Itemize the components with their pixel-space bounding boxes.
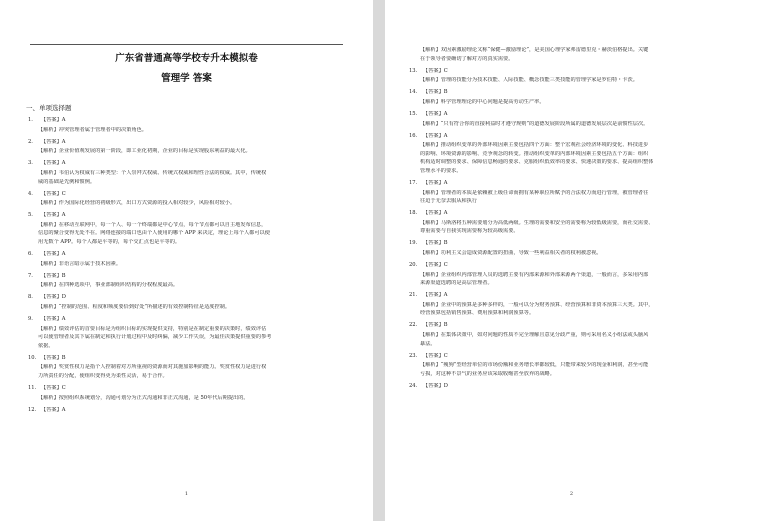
answer-line: 【答案】D	[41, 294, 66, 301]
page-1	[0, 0, 373, 521]
answer-line: 【答案】C	[41, 385, 66, 391]
answer-line: 【答案】A	[41, 117, 66, 123]
answer-line: 【答案】A	[423, 111, 448, 117]
question-number: 18.	[409, 210, 418, 217]
explanation-line: 【解析】韦伯认为权威有三种类型：个人崇拜式权威、传统式权威和理性合法的权威。其中，传统权	[38, 170, 267, 176]
answer-line: 【答案】B	[423, 322, 448, 329]
answer-line: 【答案】A	[41, 406, 66, 413]
question-number: 17.	[409, 179, 418, 186]
explanation-line: 【解析】“只有符合你的直接利益时才遵守规则”的道德发展阶段所属的道德发展层次是前惯性层次。	[420, 120, 649, 127]
question-number: 21.	[409, 292, 418, 299]
answer-line: 【答案】C	[41, 190, 66, 197]
answer-line: 【答案】A	[423, 210, 448, 217]
explanation-line: 【解析】“瘦狗”型经营单位的市场份额和业务增长率都较低，只能带来较少的现金和利润，甚至可能	[420, 362, 649, 369]
explanation-line: 【解析】在移动互联网中，每一个人、每一个终端都是中心节点，每个节点都可以自主地发布信息，	[38, 221, 267, 228]
explanation-line: 【解析】非语言暗示属于技术因素。	[38, 260, 122, 267]
page-2	[385, 0, 758, 521]
explanation-line: 【解析】作为国际化经营的初级形式，出口方式资源的投入相对较少，风险相对较小。	[38, 200, 236, 207]
answer-line: 【答案】C	[423, 352, 448, 359]
explanation-line: 【解析】在集体决策中，如对问题的性质不完全理解且意见分歧严重，则可采用名义小组法或头脑风	[420, 332, 649, 338]
explanation-line: 管理水平的要求。	[420, 167, 462, 174]
document-title: 广东省普通高等学校专升本模拟卷	[115, 53, 258, 64]
question-number: 15.	[409, 111, 418, 117]
page-number: 2	[569, 491, 574, 497]
question-number: 5.	[28, 212, 33, 219]
question-number: 9.	[28, 316, 33, 323]
question-number: 3.	[28, 160, 33, 167]
explanation-line: 【解析】推动组织变革的外部环境因素主要包括四个方面：整个宏观社会经济环境的变化、科技进步	[420, 142, 649, 149]
header-rule	[30, 44, 343, 45]
answer-line: 【答案】A	[423, 292, 448, 299]
section-heading: 一、单项选择题	[26, 104, 72, 112]
explanation-line: 【解析】在四种选项中，事业部制组织结构的分权程度最高。	[38, 282, 179, 289]
explanation-line: 用无数个 APP。每个人都是平等的，每个交汇点也是平等的。	[38, 238, 181, 245]
explanation-line: 威的基础是先例和惯例。	[38, 178, 96, 185]
answer-line: 【答案】D	[423, 382, 448, 389]
question-number: 19.	[409, 240, 418, 247]
answer-line: 【答案】B	[423, 89, 448, 96]
explanation-line: 【解析】按照组织系统划分，沟通可划分为正式沟通和非正式沟通，是 50年代后期提出的。	[38, 394, 249, 401]
answer-line: 【答案】A	[41, 138, 66, 145]
question-number: 1.	[28, 117, 33, 123]
explanation-line: 在于领导者要确切了解对方的真实需要。	[420, 55, 514, 62]
answer-line: 【答案】B	[423, 240, 448, 247]
explanation-line: 【解析】管理的技能分为技术技能、人际技能、概念技能三类技能的管理学家是罗伯特・卡茨。	[420, 77, 638, 84]
explanation-line: 依据。	[38, 342, 54, 349]
question-number: 13.	[409, 67, 418, 74]
answer-line: 【答案】B	[41, 354, 66, 361]
explanation-line: 【解析】绩效评估的首要目标是为组织目标的实现提供支持，特别是在制定重要的决策时，绩效评估	[38, 325, 267, 332]
explanation-line: 信息的聚合变得无处不在。网络连接的端口也由个人使用的哪个 APP 来决定，理论上每个人都可以使	[38, 230, 270, 237]
explanation-line: 尊重需要与自我实现需要称为较高级需要。	[420, 228, 519, 235]
answer-line: 【答案】A	[423, 132, 448, 139]
explanation-line: 暴法。	[420, 340, 436, 347]
answer-line: 【答案】A	[41, 160, 66, 167]
explanation-line: 往迫于无奈去服从和执行	[420, 198, 478, 204]
answer-line: 【答案】C	[423, 262, 448, 268]
explanation-line: 【解析】管理者的本质是依赖被上级任命而拥有某种职位所赋予的合法权力而进行管理，被管理者往	[420, 189, 649, 196]
question-number: 24.	[409, 382, 418, 389]
question-number: 2.	[28, 138, 33, 145]
explanation-line: 可以使管理者及其下属在制定和执行计划过程中及时纠偏，减少工作失误，为最佳决策提供重要的参考	[38, 334, 272, 341]
explanation-line: 经营预算包括销售预算、费用预算和利润预算等。	[420, 310, 535, 317]
question-number: 22.	[409, 322, 418, 329]
question-number: 6.	[28, 251, 33, 257]
explanation-line: 力所责任的分配，使组织变得更为柔性灵活，易于合作。	[38, 372, 168, 379]
explanation-line: 来源渠道选聘的是高层管理者。	[420, 280, 493, 287]
answer-line: 【答案】A	[41, 251, 66, 257]
question-number: 4.	[28, 190, 33, 197]
answer-line: 【答案】A	[41, 316, 66, 323]
question-number: 11.	[28, 385, 37, 391]
question-number: 20.	[409, 262, 418, 268]
answer-line: 【答案】B	[41, 272, 66, 279]
question-number: 12.	[28, 406, 37, 413]
explanation-line: 【解析】科学管理理论的中心问题是提高劳动生产率。	[420, 98, 545, 105]
explanation-line: 【解析】奖赏性权力是指个人控制着对方所重视的资源而对其施加影响的能力。奖赏性权力是进行权	[38, 364, 267, 371]
explanation-line: 的影响、环境资源的影响、竞争观念的转变。推动组织变革的内部环境因素主要包括五个方面：组织	[420, 150, 649, 157]
explanation-line: 【解析】双因素激励理论又称“保健—激励理论”，是美国心理学家弗雷德里克・赫茨伯格提出。关键	[420, 47, 649, 53]
explanation-line: 机构适时调整的要求、保障信息畅通的要求、克服组织低效率的要求、快速决策的要求、提高组织整体	[420, 159, 654, 166]
explanation-line: 【解析】功利主义会造成资源配置的扭曲，导致一些利益相关者的权利被忽视。	[420, 249, 602, 256]
explanation-line: 【解析】企业中的预算是多种多样的，一般可以分为财务预算、经营预算和非资本预算三大类。其中，	[420, 301, 654, 308]
document-subtitle: 管理学 答案	[161, 73, 212, 84]
answer-line: 【答案】C	[423, 67, 448, 74]
explanation-line: 【解析】“控制的范围、程度和频度要恰到好处”所描述的有效控制特征是适度控制。	[38, 304, 231, 310]
question-number: 8.	[28, 294, 33, 301]
answer-line: 【答案】A	[41, 212, 66, 219]
question-number: 7.	[28, 272, 33, 279]
explanation-line: 【解析】冲突管理者属于管理者中的决策角色。	[38, 126, 147, 133]
answer-line: 【答案】A	[423, 179, 448, 186]
question-number: 10.	[28, 354, 37, 361]
explanation-line: 【解析】企业组织内部管理人员的选聘主要有内部来源和外部来源两个渠道，一般而言，多采用内部	[420, 271, 649, 278]
question-number: 14.	[409, 89, 418, 96]
question-number: 16.	[409, 132, 418, 139]
explanation-line: 【解析】企业价值观发展的第一阶段，即工业化初期，企业的目标是实现股东利益的最大化。	[38, 148, 251, 155]
question-number: 23.	[409, 352, 418, 359]
explanation-line: 亏损，对这种不景气的业务应该采取收缩甚至放弃的战略。	[420, 370, 555, 377]
explanation-line: 【解析】马斯洛将五种需要划分为高低两级。生理的需要和安全的需要称为较低级需要，而社交需要、	[420, 219, 654, 226]
page-number: 1	[184, 491, 189, 497]
